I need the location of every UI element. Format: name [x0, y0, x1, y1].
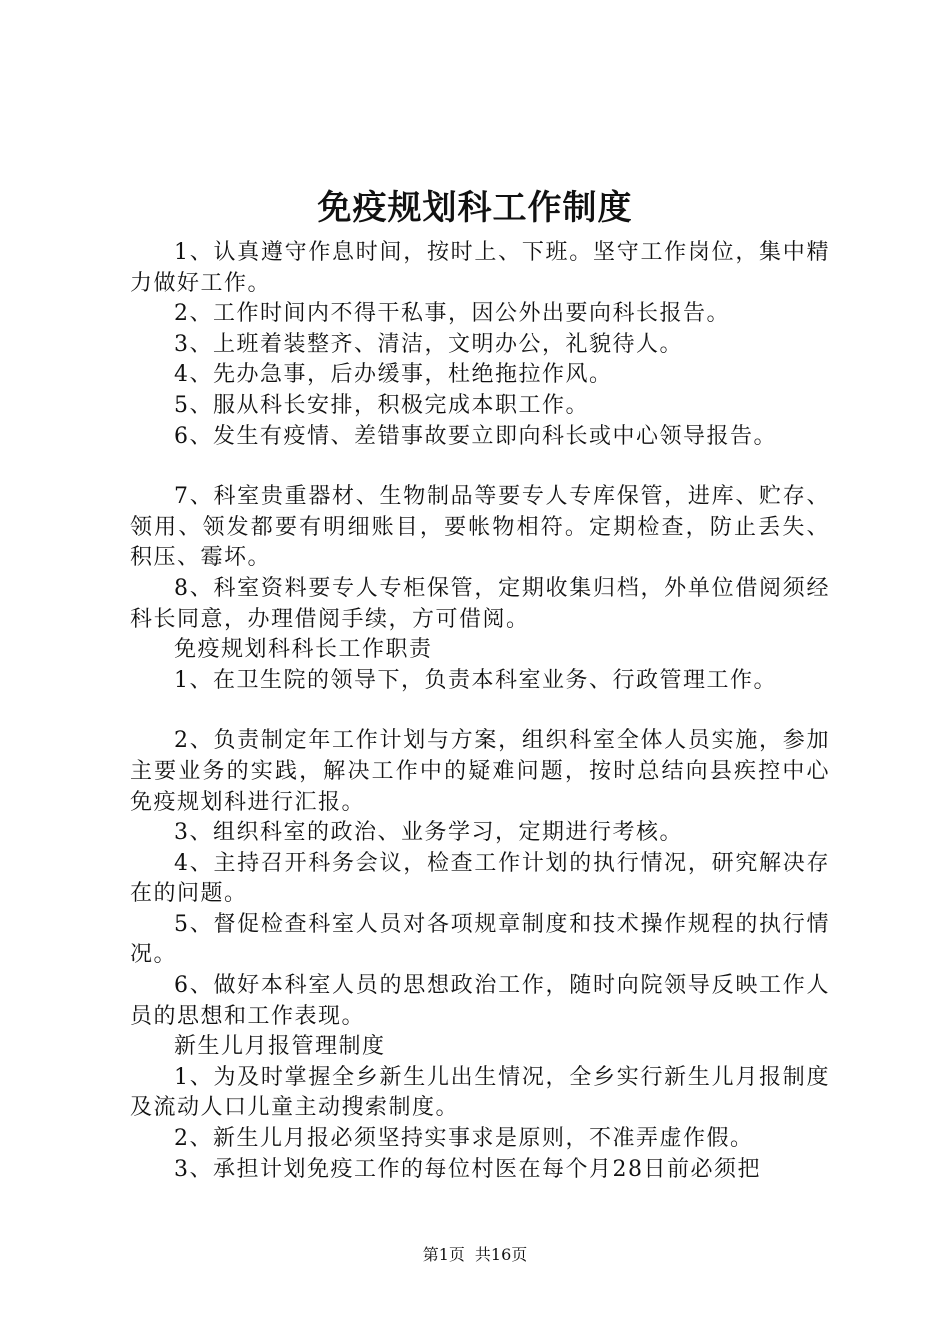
paragraph: 1、在卫生院的领导下，负责本科室业务、行政管理工作。 [174, 667, 777, 693]
paragraph: 2、工作时间内不得干私事，因公外出要向科长报告。 [174, 301, 730, 327]
document-title: 免疫规划科工作制度 [317, 188, 633, 228]
paragraph: 5、服从科长安排，积极完成本职工作。 [174, 392, 589, 418]
paragraph: 3、承担计划免疫工作的每位村医在每个月28日前必须把 [174, 1156, 761, 1182]
paragraph: 8、科室资料要专人专柜保管，定期收集归档，外单位借阅须经科长同意，办理借阅手续，方可借阅。 [130, 575, 830, 632]
page-footer [0, 1244, 950, 1266]
paragraph: 3、组织科室的政治、业务学习，定期进行考核。 [174, 820, 683, 846]
page-total: 共16页 [474, 1245, 528, 1264]
paragraph: 2、新生儿月报必须坚持实事求是原则，不准弄虚作假。 [174, 1126, 754, 1152]
paragraph: 3、上班着装整齐、清洁，文明办公，礼貌待人。 [174, 331, 683, 357]
paragraph: 6、做好本科室人员的思想政治工作，随时向院领导反映工作人员的思想和工作表现。 [130, 973, 830, 1029]
section-heading: 新生儿月报管理制度 [174, 1034, 386, 1060]
paragraph: 1、为及时掌握全乡新生儿出生情况，全乡实行新生儿月报制度及流动人口儿童主动搜索制度。 [130, 1064, 830, 1121]
paragraph: 2、负责制定年工作计划与方案，组织科室全体人员实施，参加主要业务的实践，解决工作中的疑难问题，按时总结向县疾控中心免疫规划科进行汇报。 [130, 728, 830, 815]
paragraph: 4、主持召开科务会议，检查工作计划的执行情况，研究解决存在的问题。 [130, 850, 830, 907]
paragraph: 4、先办急事，后办缓事，杜绝拖拉作风。 [174, 362, 613, 388]
paragraph: 5、督促检查科室人员对各项规章制度和技术操作规程的执行情况。 [130, 911, 830, 968]
page-number: 第1页 [422, 1245, 465, 1264]
paragraph: 7、科室贵重器材、生物制品等要专人专库保管，进库、贮存、领用、领发都要有明细账目，要帐物相符。定期检查，防止丢失、积压、霉坏。 [130, 484, 830, 571]
paragraph: 6、发生有疫情、差错事故要立即向科长或中心领导报告。 [174, 423, 777, 449]
document-body [130, 238, 830, 1185]
section-heading: 免疫规划科科长工作职责 [174, 637, 433, 663]
paragraph: 1、认真遵守作息时间，按时上、下班。坚守工作岗位，集中精力做好工作。 [130, 240, 830, 296]
